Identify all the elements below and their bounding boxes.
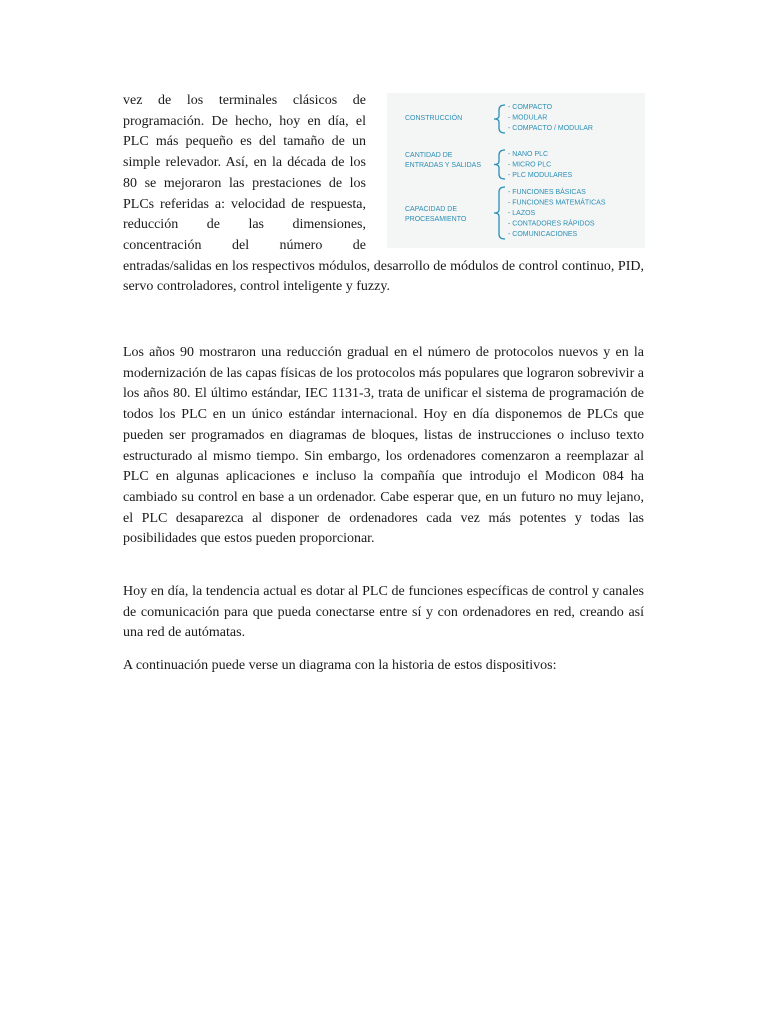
diagram-item: - CONTADORES RÁPIDOS	[508, 220, 595, 228]
diagram-group-label: CANTIDAD DE	[405, 152, 453, 159]
diagram-bracket	[494, 105, 505, 133]
diagram-item: - COMPACTO / MODULAR	[508, 125, 593, 132]
diagram-item: - COMPACTO	[508, 104, 553, 111]
diagram-item: - PLC MODULARES	[508, 172, 573, 179]
diagram-item: - NANO PLC	[508, 151, 549, 158]
diagram-svg	[387, 93, 645, 248]
diagram-bracket	[494, 187, 505, 239]
diagram-bracket	[494, 150, 505, 179]
diagram-group-label: ENTRADAS Y SALIDAS	[405, 162, 481, 169]
diagram-item: - FUNCIONES MATEMÁTICAS	[508, 199, 606, 207]
diagram-item: - MICRO PLC	[508, 161, 552, 169]
diagram-item: - LAZOS	[508, 210, 536, 217]
paragraph-4: A continuación puede verse un diagrama con la historia de estos dispositivos:	[123, 658, 557, 673]
diagram-group-label: CAPACIDAD DE	[405, 206, 457, 213]
paragraph-3: Hoy en día, la tendencia actual es dotar al PLC de funciones específicas de control y canales de comunicación para que pueda conectarse entre sí y con ordenadores en red, creando así una red de autómatas.	[123, 584, 644, 641]
diagram-group-label: CONSTRUCCIÓN	[405, 115, 463, 122]
diagram-item: - FUNCIONES BÁSICAS	[508, 189, 586, 196]
diagram-group-label: PROCESAMIENTO	[405, 216, 467, 223]
diagram-item: - MODULAR	[508, 114, 548, 122]
paragraph-2: Los años 90 mostraron una reducción gradual en el número de protocolos nuevos y en la modernización de las capas físicas de los protocolos más populares que lograron sobrevivir a los años 80. El último estándar, IEC 1131-3, trata de unificar el sistema de programación de todos los PLC en un único estándar internacional. Hoy en día disponemos de PLCs que pueden ser programados en diagramas de bloques, listas de instrucciones o incluso texto estructurado al mismo tiempo. Sin embargo, los ordenadores comenzaron a reemplazar al PLC en algunas aplicaciones e incluso la compañía que introdujo el Modicon 084 ha cambiado su control en base a un ordenador. Cabe esperar que, en un futuro no muy lejano, el PLC desaparezca al disponer de ordenadores cada vez más potentes y todas las posibilidades que estos pueden proporcionar.	[123, 345, 644, 547]
paragraph-1-text: vez de los terminales clásicos de programación. De hecho, hoy en día, el PLC más pequeño es del tamaño de un simple relevador. Así, en la década de los 80 se mejoraron las prestaciones de los PLCs referidas a: velocidad de respuesta, reducción de las dimensiones, concentración del número de entradas/salidas en los respectivos módulos, desarrollo de módulos de control continuo, PID, servo controladores, control inteligente y fuzzy.	[123, 93, 644, 295]
plc-classification-diagram	[387, 93, 645, 248]
diagram-item: - COMUNICACIONES	[508, 231, 578, 238]
